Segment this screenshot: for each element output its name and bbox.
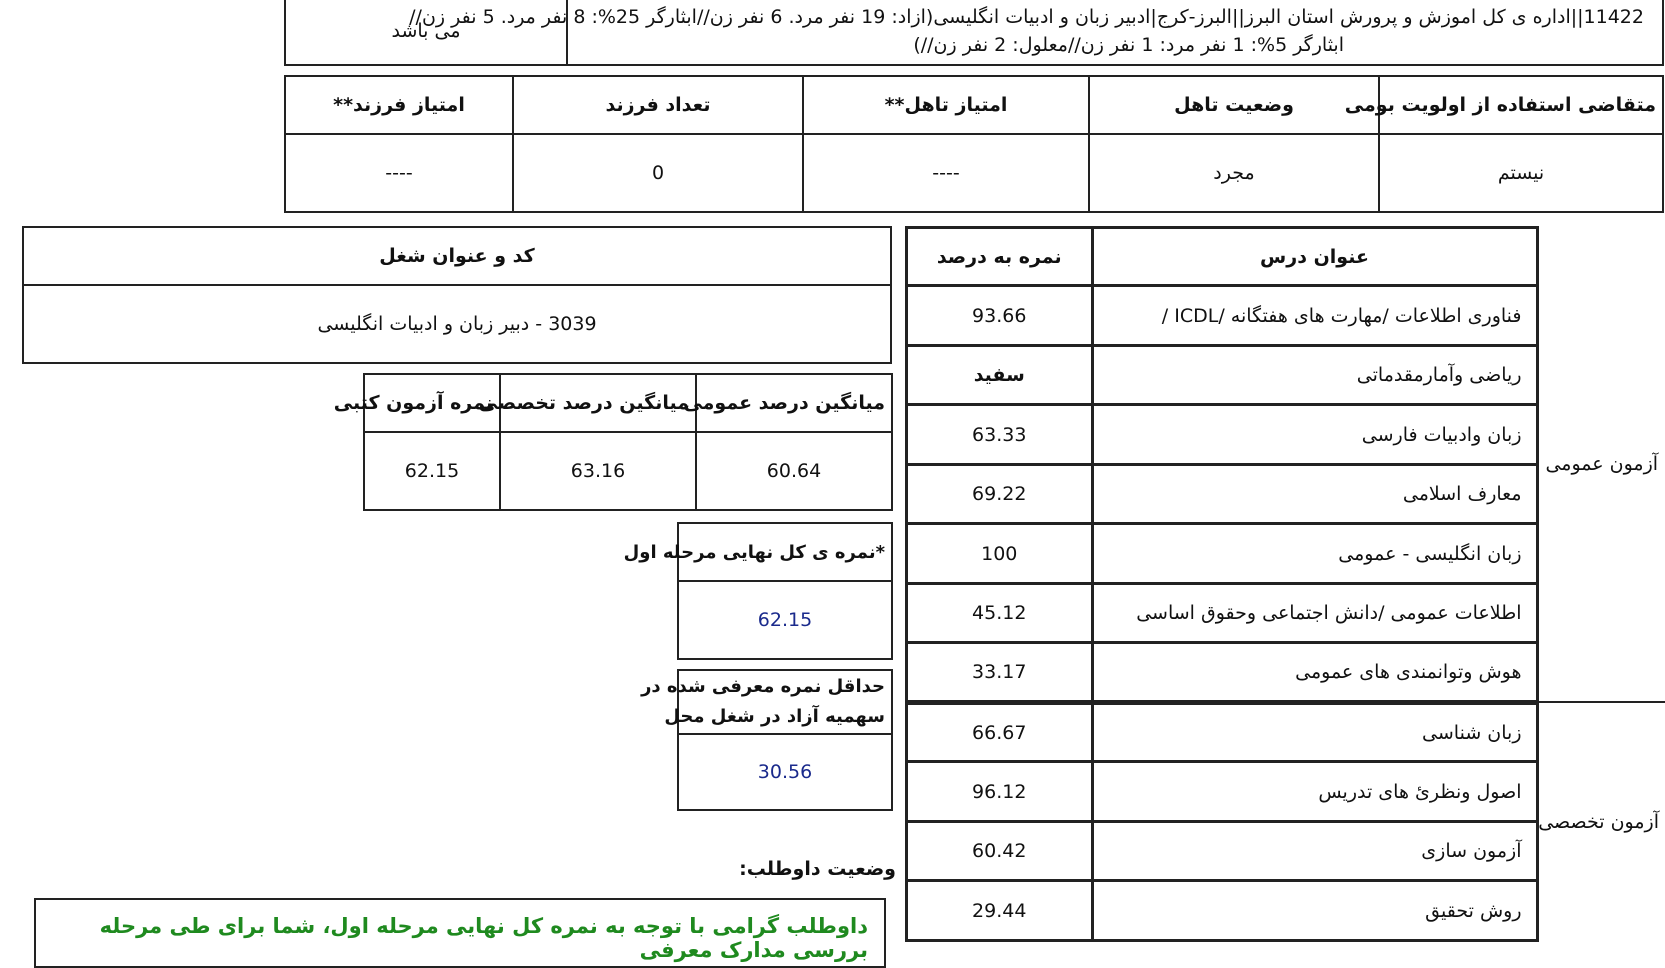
min-score-value: 30.56 xyxy=(678,734,892,810)
personal-value-4: ---- xyxy=(285,134,513,212)
avg-header-general: میانگین درصد عمومی xyxy=(696,374,892,432)
personal-value-0: نیستم xyxy=(1379,134,1663,212)
candidate-status-label: وضعیت داوطلب: xyxy=(739,858,896,880)
general-subject-2: زبان وادبیات فارسی xyxy=(1092,405,1537,465)
general-score-4: 100 xyxy=(907,524,1093,584)
general-score-2: 63.33 xyxy=(907,405,1093,465)
general-subject-5: اطلاعات عمومی /دانش اجتماعی وحقوق اساسی xyxy=(1092,583,1537,643)
general-subject-0: فناوری اطلاعات /مهارت های هفتگانه /ICDL / xyxy=(1092,286,1537,346)
avg-header-specialized: میانگین درصد تخصصی xyxy=(500,374,696,432)
general-score-6: 33.17 xyxy=(907,643,1093,703)
score-header: نمره به درصد xyxy=(907,228,1093,286)
specialized-subject-3: روش تحقیق xyxy=(1092,881,1537,941)
job-header: کد و عنوان شغل xyxy=(23,227,891,285)
final-score-table xyxy=(623,522,893,660)
specialized-subject-1: اصول ونظرئ های تدریس xyxy=(1092,762,1537,822)
general-score-5: 45.12 xyxy=(907,583,1093,643)
personal-header-0: متقاضی استفاده از اولویت بومی xyxy=(1379,76,1663,134)
general-score-0: 93.66 xyxy=(907,286,1093,346)
job-value: 3039 - دبیر زبان و ادبیات انگلیسی xyxy=(23,285,891,363)
scores-table xyxy=(905,226,1665,942)
personal-value-2: ---- xyxy=(803,134,1089,212)
personal-info-table xyxy=(284,75,1664,213)
personal-value-1: مجرد xyxy=(1089,134,1379,212)
description-line-2: ابثارگر 5%: 1 نفر مرد: 1 نفر زن//معلول: 2 نفر زن//) xyxy=(913,34,1344,56)
general-exam-label: آزمون عمومی xyxy=(1537,228,1665,703)
job-table xyxy=(22,226,892,364)
specialized-score-1: 96.12 xyxy=(907,762,1093,822)
specialized-exam-label: آزمون تخصصی xyxy=(1537,702,1665,940)
avg-header-written: نمره آزمون کتبی xyxy=(364,374,500,432)
specialized-subject-0: زبان شناسی xyxy=(1092,702,1537,762)
min-score-label-line-1: حداقل نمره معرفی شده در xyxy=(641,676,885,697)
subject-header: عنوان درس xyxy=(1092,228,1537,286)
avg-value-general: 60.64 xyxy=(696,432,892,510)
general-score-1: سفید xyxy=(907,345,1093,405)
personal-value-3: 0 xyxy=(513,134,803,212)
specialized-subject-2: آزمون سازی xyxy=(1092,821,1537,881)
personal-header-3: تعداد فرزند xyxy=(513,76,803,134)
general-score-3: 69.22 xyxy=(907,464,1093,524)
avg-value-specialized: 63.16 xyxy=(500,432,696,510)
avg-value-written: 62.15 xyxy=(364,432,500,510)
min-score-table xyxy=(641,669,893,811)
general-subject-4: زبان انگلیسی - عمومی xyxy=(1092,524,1537,584)
general-subject-3: معارف اسلامی xyxy=(1092,464,1537,524)
min-score-label-line-2: سهمیه آزاد در شغل محل xyxy=(664,706,885,727)
specialized-score-2: 60.42 xyxy=(907,821,1093,881)
general-subject-6: هوش وتوانمندی های عمومی xyxy=(1092,643,1537,703)
header-table xyxy=(284,0,1664,66)
general-subject-1: ریاضی وآمارمقدماتی xyxy=(1092,345,1537,405)
personal-header-2: امتیاز تاهل** xyxy=(803,76,1089,134)
specialized-score-3: 29.44 xyxy=(907,881,1093,941)
min-score-label xyxy=(641,670,892,734)
description-line-1: 11422||اداره ی کل اموزش و پرورش استان البرز||البرز-کرج|ادبیر زبان و ادبیات انگلیسی(ازاد: 19 نفر مرد. 6 نفر زن//ابثارگر 25%: 8 نفر مرد. 5 نفر زن// xyxy=(409,6,1644,28)
specialized-score-0: 66.67 xyxy=(907,702,1093,762)
final-score-label: *نمره ی کل نهایی مرحله اول xyxy=(678,523,892,581)
final-score-value: 62.15 xyxy=(678,581,892,659)
personal-header-1: وضعیت تاهل xyxy=(1089,76,1379,134)
personal-header-4: امتیاز فرزند** xyxy=(285,76,513,134)
status-cell: می باشد xyxy=(285,0,567,65)
averages-table xyxy=(333,373,893,511)
candidate-status-message xyxy=(34,898,886,968)
candidate-status-text: داوطلب گرامی با توجه به نمره کل نهایی مرحله اول، شما برای طی مرحله بررسی مدارک معرفی xyxy=(99,914,868,962)
